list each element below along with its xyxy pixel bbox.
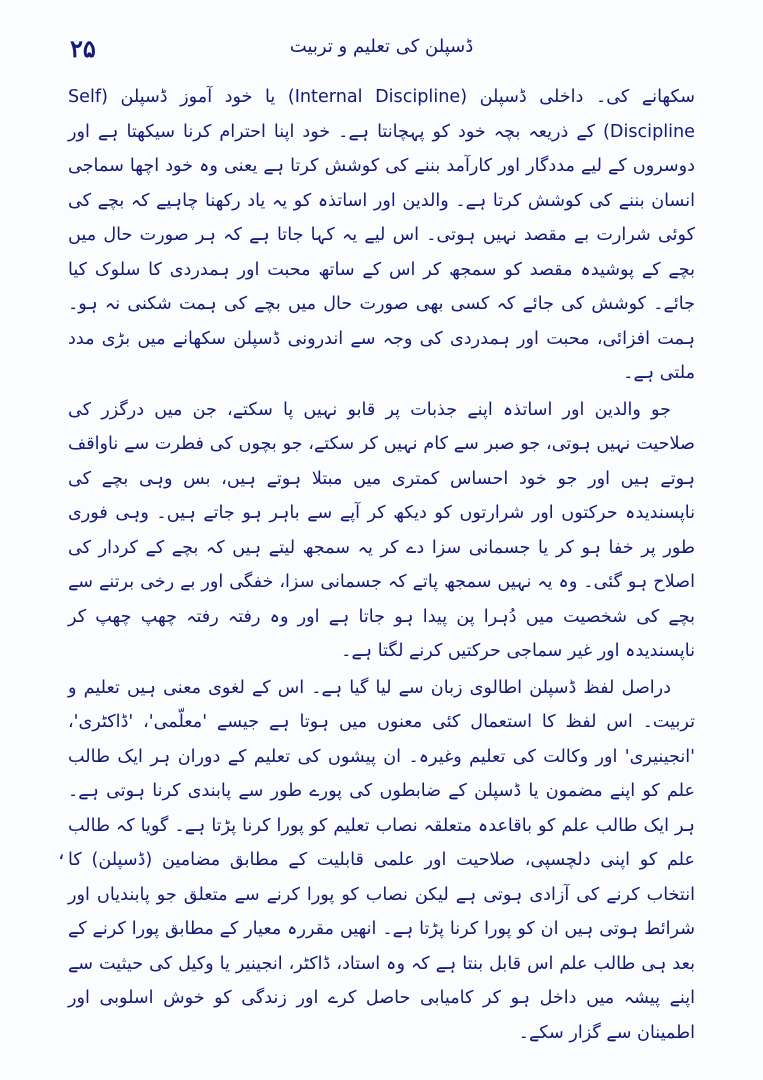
body-text xyxy=(68,80,695,1050)
paragraph-2: جو والدین اور اساتذہ اپنے جذبات پر قابو نہیں پا سکتے، جن میں درگزر کی صلاحیت نہیں ہوتی، جو صبر سے کام نہیں کر سکتے، جو بچوں کی فطرت سے ناواقف ہوتے ہیں اور جو خود احساس کمتری میں مبتلا ہوتے ہیں، بس وہی بچے کی ناپسندیدہ حرکتوں اور شرارتوں کو دیکھ کر آپے سے باہر ہو جاتے ہیں۔ وہی فوری طور پر خفا ہو کر یا جسمانی سزا دے کر یہ سمجھ لیتے ہیں کہ بچے کے کردار کی اصلاح ہو گئی۔ وہ یہ نہیں سمجھ پاتے کہ جسمانی سزا، خفگی اور بے رخی برتنے سے بچے کی شخصیت میں دُہرا پن پیدا ہو جاتا ہے اور وہ رفتہ رفتہ چھپ چھپ کر ناپسندیدہ اور غیر سماجی حرکتیں کرنے لگتا ہے۔ xyxy=(68,399,695,661)
page-number: ۲۵ xyxy=(70,34,96,63)
running-title: ڈسپلن کی تعلیم و تربیت xyxy=(289,36,474,57)
paragraph-1: سکھانے کی۔ داخلی ڈسپلن (Internal Discipline) یا خود آموز ڈسپلن (Self Discipline) کے ذریعہ بچہ خود کو پہچانتا ہے۔ خود اپنا احترام کرنا سیکھتا ہے اور دوسروں کے لیے مددگار اور کارآمد بننے کی کوشش کرتا ہے یعنی وہ خود اچھا سماجی انسان بننے کی کوشش کرتا ہے۔ والدین اور اساتذہ کو یہ یاد رکھنا چاہیے کہ بچے کی کوئی شرارت بے مقصد نہیں ہوتی۔ اس لیے یہ کہا جاتا ہے کہ ہر صورت حال میں بچے کے پوشیدہ مقصد کو سمجھ کر اس کے ساتھ محبت اور ہمدردی کا سلوک کیا جائے۔ کوشش کی جائے کہ کسی بھی صورت حال میں بچے کی ہمت شکنی نہ ہو۔ ہمت افزائی، محبت اور ہمدردی کی وجہ سے اندرونی ڈسپلن سکھانے میں بڑی مدد ملتی ہے۔ xyxy=(68,87,696,383)
margin-mark: ، xyxy=(58,840,65,864)
paragraph-3: دراصل لفظ ڈسپلن اطالوی زبان سے لیا گیا ہے۔ اس کے لغوی معنی ہیں تعلیم و تربیت۔ اس لفظ کا استعمال کئی معنوں میں ہوتا ہے جیسے 'معلّمی'، 'ڈاکٹری'، 'انجینیری' اور وکالت کی تعلیم وغیرہ۔ ان پیشوں کی تعلیم کے دوران ہر ایک طالب علم کو اپنے مضمون یا ڈسپلن کے ضابطوں کی پورے طور سے پابندی کرنا ہوتی ہے۔ ہر ایک طالب علم کو باقاعدہ متعلقہ نصاب تعلیم کو پورا کرنا پڑتا ہے۔ گویا کہ طالب علم کو اپنی دلچسپی، صلاحیت اور علمی قابلیت کے مطابق مضامین (ڈسپلن) کا انتخاب کرنے کی آزادی ہوتی ہے لیکن نصاب کو پورا کرنے سے متعلق جو پابندیاں اور شرائط ہوتی ہیں ان کو پورا کرنا پڑتا ہے۔ انھیں مقررہ معیار کے مطابق پورا کرنے کے بعد ہی طالب علم اس قابل بنتا ہے کہ وہ استاد، ڈاکٹر، انجینیر یا وکیل کی حیثیت سے اپنے پیشہ میں داخل ہو کر کامیابی حاصل کرے اور زندگی کو خوش اسلوبی اور اطمینان سے گزار سکے۔ xyxy=(68,677,695,1043)
page-header xyxy=(70,30,693,66)
